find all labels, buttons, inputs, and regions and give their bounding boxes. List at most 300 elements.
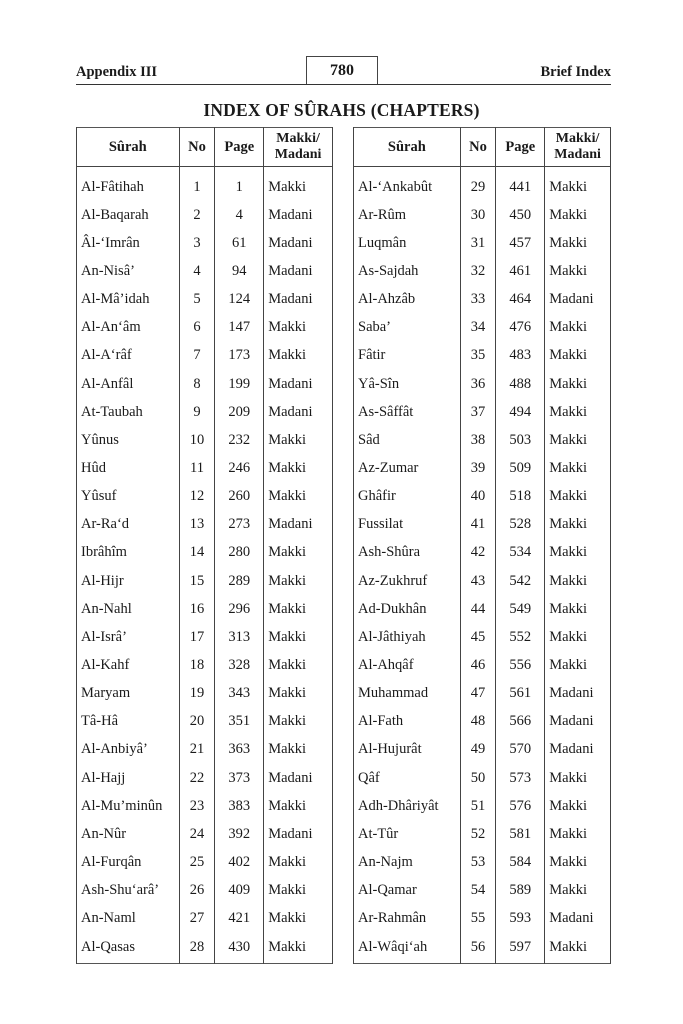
table-row [77, 933, 333, 964]
surah-name-cell: Al-Hujurât [354, 736, 461, 764]
surah-name-cell: Saba’ [354, 314, 461, 342]
surah-name-cell: Yûnus [77, 426, 180, 454]
table-row [77, 680, 333, 708]
surah-name-cell: Az-Zukhruf [354, 567, 461, 595]
table-row [77, 623, 333, 651]
revelation-type-cell: Makki [264, 314, 333, 342]
revelation-type-cell: Makki [545, 848, 611, 876]
table-row [77, 398, 333, 426]
page-cell: 503 [496, 426, 545, 454]
page-cell: 483 [496, 342, 545, 370]
page-cell: 552 [496, 623, 545, 651]
surah-name-cell: Âl-‘Imrân [77, 229, 180, 257]
table-row [354, 229, 611, 257]
page-cell: 4 [215, 201, 264, 229]
table-row [77, 764, 333, 792]
surah-name-cell: Al-Qasas [77, 933, 180, 964]
revelation-type-cell: Makki [264, 454, 333, 482]
surah-number-cell: 33 [460, 286, 496, 314]
surah-name-cell: Ar-Rûm [354, 201, 461, 229]
page-cell: 328 [215, 651, 264, 679]
surah-number-cell: 42 [460, 539, 496, 567]
revelation-type-cell: Makki [545, 167, 611, 202]
surah-number-cell: 4 [179, 257, 215, 285]
table-header-row [354, 128, 611, 167]
table-row [354, 933, 611, 964]
header-no: No [460, 128, 496, 167]
header-makki-madani-line1: Makki/ [555, 131, 600, 146]
surah-name-cell: An-Nisâ’ [77, 257, 180, 285]
table-row [77, 511, 333, 539]
table-row [354, 623, 611, 651]
page-cell: 597 [496, 933, 545, 964]
revelation-type-cell: Makki [545, 877, 611, 905]
revelation-type-cell: Makki [545, 792, 611, 820]
revelation-type-cell: Madani [264, 398, 333, 426]
surah-name-cell: Al-Hajj [77, 764, 180, 792]
table-row [354, 848, 611, 876]
surah-name-cell: Al-Mu’minûn [77, 792, 180, 820]
header-makki-madani-line2: Madani [274, 147, 322, 162]
page-cell: 383 [215, 792, 264, 820]
revelation-type-cell: Makki [545, 623, 611, 651]
page-cell: 343 [215, 680, 264, 708]
table-row [77, 708, 333, 736]
surah-name-cell: Al-Ahzâb [354, 286, 461, 314]
revelation-type-cell: Makki [545, 314, 611, 342]
revelation-type-cell: Makki [264, 708, 333, 736]
surah-number-cell: 49 [460, 736, 496, 764]
revelation-type-cell: Makki [264, 342, 333, 370]
table-row [354, 314, 611, 342]
revelation-type-cell: Makki [264, 651, 333, 679]
revelation-type-cell: Makki [264, 736, 333, 764]
revelation-type-cell: Madani [264, 370, 333, 398]
surah-number-cell: 35 [460, 342, 496, 370]
revelation-type-cell: Makki [264, 877, 333, 905]
revelation-type-cell: Madani [545, 905, 611, 933]
revelation-type-cell: Makki [545, 342, 611, 370]
page-cell: 576 [496, 792, 545, 820]
table-row [77, 877, 333, 905]
revelation-type-cell: Makki [545, 511, 611, 539]
table-row [354, 877, 611, 905]
page-cell: 549 [496, 595, 545, 623]
revelation-type-cell: Makki [545, 595, 611, 623]
table-row [354, 539, 611, 567]
surah-number-cell: 22 [179, 764, 215, 792]
surah-number-cell: 47 [460, 680, 496, 708]
surah-number-cell: 20 [179, 708, 215, 736]
surah-name-cell: Ad-Dukhân [354, 595, 461, 623]
page-cell: 450 [496, 201, 545, 229]
surah-name-cell: Yâ-Sîn [354, 370, 461, 398]
page-cell: 61 [215, 229, 264, 257]
page-cell: 593 [496, 905, 545, 933]
surah-number-cell: 38 [460, 426, 496, 454]
surah-name-cell: Al-Wâqi‘ah [354, 933, 461, 964]
page-cell: 409 [215, 877, 264, 905]
surah-number-cell: 18 [179, 651, 215, 679]
page-cell: 209 [215, 398, 264, 426]
revelation-type-cell: Makki [264, 848, 333, 876]
surah-number-cell: 27 [179, 905, 215, 933]
page-cell: 494 [496, 398, 545, 426]
surah-number-cell: 52 [460, 820, 496, 848]
page-cell: 534 [496, 539, 545, 567]
page-cell: 589 [496, 877, 545, 905]
surah-name-cell: Al-Anfâl [77, 370, 180, 398]
page-cell: 280 [215, 539, 264, 567]
surah-name-cell: Yûsuf [77, 483, 180, 511]
table-row [77, 426, 333, 454]
page-cell: 246 [215, 454, 264, 482]
surah-name-cell: Al-‘Ankabût [354, 167, 461, 202]
revelation-type-cell: Makki [264, 792, 333, 820]
revelation-type-cell: Makki [264, 623, 333, 651]
header-surah: Sûrah [77, 128, 180, 167]
page-cell: 509 [496, 454, 545, 482]
table-row [354, 370, 611, 398]
page-cell: 232 [215, 426, 264, 454]
table-row [354, 595, 611, 623]
page-title: INDEX OF SÛRAHS (CHAPTERS) [203, 100, 480, 120]
page-cell: 457 [496, 229, 545, 257]
surah-name-cell: At-Tûr [354, 820, 461, 848]
surah-number-cell: 15 [179, 567, 215, 595]
revelation-type-cell: Madani [264, 201, 333, 229]
table-row [77, 286, 333, 314]
table-row [354, 167, 611, 202]
surah-number-cell: 5 [179, 286, 215, 314]
table-row [354, 454, 611, 482]
surah-name-cell: Al-Qamar [354, 877, 461, 905]
table-row [354, 511, 611, 539]
revelation-type-cell: Makki [545, 764, 611, 792]
surah-name-cell: Al-Ahqâf [354, 651, 461, 679]
surah-number-cell: 23 [179, 792, 215, 820]
page-cell: 373 [215, 764, 264, 792]
surah-number-cell: 40 [460, 483, 496, 511]
surah-name-cell: Hûd [77, 454, 180, 482]
surah-number-cell: 10 [179, 426, 215, 454]
surah-number-cell: 56 [460, 933, 496, 964]
header-makki-madani-line2: Madani [554, 147, 601, 162]
surah-number-cell: 30 [460, 201, 496, 229]
surah-name-cell: Ash-Shu‘arâ’ [77, 877, 180, 905]
table-row [77, 567, 333, 595]
surah-name-cell: An-Nahl [77, 595, 180, 623]
table-row [77, 483, 333, 511]
surah-name-cell: Ghâfir [354, 483, 461, 511]
surah-name-cell: Maryam [77, 680, 180, 708]
revelation-type-cell: Madani [545, 680, 611, 708]
revelation-type-cell: Makki [545, 229, 611, 257]
surah-number-cell: 54 [460, 877, 496, 905]
table-row [354, 736, 611, 764]
page-cell: 392 [215, 820, 264, 848]
page-cell: 573 [496, 764, 545, 792]
revelation-type-cell: Makki [545, 933, 611, 964]
surah-number-cell: 48 [460, 708, 496, 736]
surah-name-cell: An-Naml [77, 905, 180, 933]
surah-number-cell: 44 [460, 595, 496, 623]
page-cell: 566 [496, 708, 545, 736]
revelation-type-cell: Madani [264, 257, 333, 285]
surah-name-cell: Al-An‘âm [77, 314, 180, 342]
surah-name-cell: Al-Kahf [77, 651, 180, 679]
revelation-type-cell: Makki [545, 398, 611, 426]
table-row [77, 257, 333, 285]
surah-name-cell: As-Sajdah [354, 257, 461, 285]
header-no: No [179, 128, 215, 167]
surah-number-cell: 3 [179, 229, 215, 257]
table-row [354, 651, 611, 679]
page-cell: 430 [215, 933, 264, 964]
page-cell: 461 [496, 257, 545, 285]
header-makki-madani [545, 128, 611, 167]
surah-name-cell: Tâ-Hâ [77, 708, 180, 736]
page-cell: 488 [496, 370, 545, 398]
surah-name-cell: Al-Anbiyâ’ [77, 736, 180, 764]
table-row [354, 567, 611, 595]
page-cell: 570 [496, 736, 545, 764]
table-row [354, 820, 611, 848]
page-cell: 273 [215, 511, 264, 539]
table-row [77, 229, 333, 257]
surah-name-cell: Qâf [354, 764, 461, 792]
surah-number-cell: 12 [179, 483, 215, 511]
revelation-type-cell: Makki [545, 483, 611, 511]
table-row [354, 483, 611, 511]
table-row [354, 764, 611, 792]
revelation-type-cell: Makki [545, 257, 611, 285]
header-page: Page [215, 128, 264, 167]
table-row [77, 167, 333, 202]
surah-name-cell: Al-Jâthiyah [354, 623, 461, 651]
surah-name-cell: Ar-Rahmân [354, 905, 461, 933]
revelation-type-cell: Makki [264, 483, 333, 511]
surah-number-cell: 9 [179, 398, 215, 426]
surah-number-cell: 2 [179, 201, 215, 229]
table-row [77, 454, 333, 482]
table-row [354, 680, 611, 708]
surah-name-cell: Al-Furqân [77, 848, 180, 876]
surah-number-cell: 45 [460, 623, 496, 651]
surah-number-cell: 1 [179, 167, 215, 202]
page-cell: 351 [215, 708, 264, 736]
revelation-type-cell: Makki [264, 905, 333, 933]
surah-number-cell: 7 [179, 342, 215, 370]
table-row [77, 370, 333, 398]
table-row [354, 905, 611, 933]
section-label: Brief Index [540, 64, 611, 80]
surah-number-cell: 32 [460, 257, 496, 285]
page-cell: 556 [496, 651, 545, 679]
surah-number-cell: 37 [460, 398, 496, 426]
revelation-type-cell: Madani [545, 708, 611, 736]
surah-number-cell: 50 [460, 764, 496, 792]
surah-name-cell: At-Taubah [77, 398, 180, 426]
revelation-type-cell: Madani [264, 229, 333, 257]
surah-name-cell: Al-Fath [354, 708, 461, 736]
page-cell: 94 [215, 257, 264, 285]
revelation-type-cell: Makki [545, 201, 611, 229]
surah-name-cell: Adh-Dhâriyât [354, 792, 461, 820]
revelation-type-cell: Makki [545, 370, 611, 398]
page-cell: 441 [496, 167, 545, 202]
page-cell: 1 [215, 167, 264, 202]
revelation-type-cell: Makki [264, 567, 333, 595]
surah-name-cell: Ash-Shûra [354, 539, 461, 567]
table-row [77, 201, 333, 229]
surah-name-cell: Ar-Ra‘d [77, 511, 180, 539]
header-surah: Sûrah [354, 128, 461, 167]
table-row [77, 736, 333, 764]
surah-name-cell: Al-Hijr [77, 567, 180, 595]
surah-name-cell: An-Nûr [77, 820, 180, 848]
revelation-type-cell: Madani [264, 764, 333, 792]
surah-number-cell: 34 [460, 314, 496, 342]
surah-number-cell: 55 [460, 905, 496, 933]
table-row [77, 905, 333, 933]
surah-number-cell: 6 [179, 314, 215, 342]
revelation-type-cell: Makki [545, 567, 611, 595]
table-row [354, 257, 611, 285]
page-cell: 402 [215, 848, 264, 876]
page-cell: 173 [215, 342, 264, 370]
surah-name-cell: Fâtir [354, 342, 461, 370]
table-row [77, 651, 333, 679]
revelation-type-cell: Makki [545, 454, 611, 482]
running-head [76, 56, 611, 85]
page-cell: 421 [215, 905, 264, 933]
surah-name-cell: Al-A‘râf [77, 342, 180, 370]
revelation-type-cell: Makki [264, 680, 333, 708]
revelation-type-cell: Makki [264, 933, 333, 964]
table-row [354, 426, 611, 454]
surah-number-cell: 51 [460, 792, 496, 820]
surah-number-cell: 13 [179, 511, 215, 539]
revelation-type-cell: Makki [545, 539, 611, 567]
page-cell: 528 [496, 511, 545, 539]
table-row [77, 595, 333, 623]
table-row [77, 342, 333, 370]
revelation-type-cell: Madani [264, 511, 333, 539]
page-cell: 289 [215, 567, 264, 595]
page-cell: 313 [215, 623, 264, 651]
revelation-type-cell: Madani [264, 820, 333, 848]
page-cell: 581 [496, 820, 545, 848]
surah-number-cell: 26 [179, 877, 215, 905]
surah-name-cell: Al-Isrâ’ [77, 623, 180, 651]
surah-name-cell: Az-Zumar [354, 454, 461, 482]
table-header-row [77, 128, 333, 167]
surah-number-cell: 19 [179, 680, 215, 708]
header-makki-madani-line1: Makki/ [276, 131, 320, 146]
page-cell: 561 [496, 680, 545, 708]
surah-number-cell: 25 [179, 848, 215, 876]
revelation-type-cell: Makki [264, 595, 333, 623]
surah-number-cell: 46 [460, 651, 496, 679]
table-row [354, 342, 611, 370]
surah-name-cell: Muhammad [354, 680, 461, 708]
page-cell: 363 [215, 736, 264, 764]
revelation-type-cell: Madani [264, 286, 333, 314]
page-cell: 584 [496, 848, 545, 876]
page-cell: 464 [496, 286, 545, 314]
surah-number-cell: 43 [460, 567, 496, 595]
header-makki-madani [264, 128, 333, 167]
surah-name-cell: Ibrâhîm [77, 539, 180, 567]
surah-number-cell: 36 [460, 370, 496, 398]
surah-index-table-left [76, 127, 333, 964]
surah-number-cell: 11 [179, 454, 215, 482]
revelation-type-cell: Makki [264, 426, 333, 454]
surah-name-cell: Sâd [354, 426, 461, 454]
page-cell: 199 [215, 370, 264, 398]
revelation-type-cell: Makki [264, 167, 333, 202]
page-number: 780 [306, 56, 378, 84]
revelation-type-cell: Makki [545, 651, 611, 679]
surah-number-cell: 28 [179, 933, 215, 964]
table-row [354, 201, 611, 229]
surah-name-cell: Fussilat [354, 511, 461, 539]
page-cell: 518 [496, 483, 545, 511]
surah-number-cell: 24 [179, 820, 215, 848]
surah-number-cell: 21 [179, 736, 215, 764]
revelation-type-cell: Makki [545, 426, 611, 454]
page-cell: 260 [215, 483, 264, 511]
surah-number-cell: 29 [460, 167, 496, 202]
surah-number-cell: 39 [460, 454, 496, 482]
table-row [354, 286, 611, 314]
revelation-type-cell: Makki [545, 820, 611, 848]
surah-name-cell: Al-Fâtihah [77, 167, 180, 202]
page-cell: 147 [215, 314, 264, 342]
page-cell: 542 [496, 567, 545, 595]
table-row [77, 792, 333, 820]
surah-number-cell: 53 [460, 848, 496, 876]
surah-name-cell: Luqmân [354, 229, 461, 257]
revelation-type-cell: Madani [545, 736, 611, 764]
surah-number-cell: 8 [179, 370, 215, 398]
revelation-type-cell: Makki [264, 539, 333, 567]
table-row [77, 314, 333, 342]
revelation-type-cell: Madani [545, 286, 611, 314]
table-row [354, 398, 611, 426]
table-row [354, 708, 611, 736]
appendix-label: Appendix III [76, 64, 157, 80]
page-cell: 124 [215, 286, 264, 314]
surah-number-cell: 31 [460, 229, 496, 257]
page-cell: 476 [496, 314, 545, 342]
surah-number-cell: 16 [179, 595, 215, 623]
surah-name-cell: Al-Mâ’idah [77, 286, 180, 314]
surah-name-cell: An-Najm [354, 848, 461, 876]
surah-name-cell: Al-Baqarah [77, 201, 180, 229]
page-cell: 296 [215, 595, 264, 623]
table-row [77, 848, 333, 876]
header-page: Page [496, 128, 545, 167]
surah-index-table-right [353, 127, 611, 964]
table-row [354, 792, 611, 820]
table-row [77, 820, 333, 848]
table-row [77, 539, 333, 567]
surah-number-cell: 17 [179, 623, 215, 651]
surah-name-cell: As-Sâffât [354, 398, 461, 426]
surah-number-cell: 14 [179, 539, 215, 567]
